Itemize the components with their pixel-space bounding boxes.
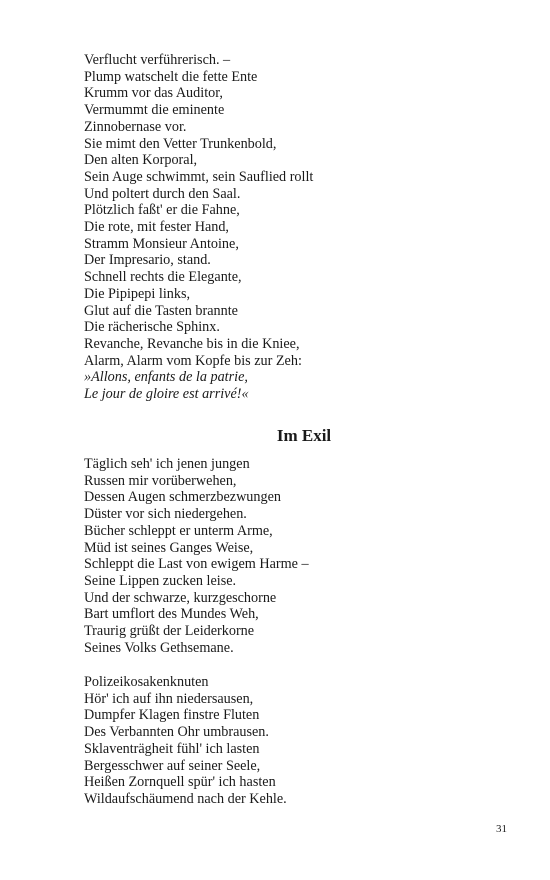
poem-line: Sie mimt den Vetter Trunkenbold, (84, 135, 277, 152)
poem-line: Krumm vor das Auditor, (84, 85, 223, 102)
poem-line-italic: Le jour de gloire est arrivé!« (84, 386, 249, 403)
poem-title: Im Exil (276, 426, 332, 445)
poem-line: Die rächerische Sphinx. (84, 319, 220, 336)
poem-line: Müd ist seines Ganges Weise, (84, 539, 254, 556)
poem-line: Seine Lippen zucken leise. (84, 572, 237, 589)
poem-line: Des Verbannten Ohr umbrausen. (84, 724, 269, 741)
poem-line: Der Impresario, stand. (84, 252, 211, 269)
poem-line: Verflucht verführerisch. – (84, 52, 231, 68)
poem-line: Bergesschwer auf seiner Seele, (84, 757, 261, 774)
poem-line: Und der schwarze, kurzgeschorne (84, 589, 277, 606)
poem-line: Heißen Zornquell spür' ich hasten (84, 774, 276, 791)
poem-line: Den alten Korporal, (84, 152, 198, 169)
poem-line: Seines Volks Gethsemane. (84, 639, 234, 656)
poem-line: Plump watschelt die fette Ente (84, 68, 258, 85)
poem-line: Dessen Augen schmerzbezwungen (84, 489, 281, 506)
poem-line: Revanche, Revanche bis in die Kniee, (84, 335, 300, 352)
poem-line: Alarm, Alarm vom Kopfe bis zur Zeh: (84, 352, 302, 369)
poem-line: Täglich seh' ich jenen jungen (84, 456, 250, 472)
poem-continued (84, 52, 524, 403)
poem-line: Düster vor sich niedergehen. (84, 506, 247, 523)
poem-stanza-2 (84, 674, 524, 808)
page-number: 31 (496, 823, 507, 835)
poem-line: Schleppt die Last von ewigem Harme – (84, 556, 309, 573)
poem-line: Stramm Monsieur Antoine, (84, 235, 239, 252)
poem-line: Polizeikosakenknuten (84, 674, 209, 690)
poem-line: Glut auf die Tasten brannte (84, 302, 238, 319)
poem-line: Sklaventrägheit fühl' ich lasten (84, 740, 260, 757)
poem-line: Und poltert durch den Saal. (84, 185, 241, 202)
poem-line: Hör' ich auf ihn niedersausen, (84, 690, 254, 707)
poem-line: Zinnobernase vor. (84, 118, 187, 135)
poem-line: Die Pipipepi links, (84, 285, 191, 302)
poem-line-italic: »Allons, enfants de la patrie, (84, 369, 248, 386)
poem-line: Vermummt die eminente (84, 102, 225, 119)
poem-line: Russen mir vorüberwehen, (84, 472, 237, 489)
poem-line: Plötzlich faßt' er die Fahne, (84, 202, 240, 219)
poem-line: Schnell rechts die Elegante, (84, 269, 242, 286)
poem-line: Bücher schleppt er unterm Arme, (84, 522, 273, 539)
poem-line: Bart umflort des Mundes Weh, (84, 606, 259, 623)
poem-line: Dumpfer Klagen finstre Fluten (84, 707, 260, 724)
poem-line: Traurig grüßt der Leiderkorne (84, 623, 255, 640)
poem-line: Die rote, mit fester Hand, (84, 219, 229, 236)
poem-stanza-1 (84, 456, 524, 656)
poem-line: Sein Auge schwimmt, sein Sauflied rollt (84, 168, 314, 185)
poem-line: Wildaufschäumend nach der Kehle. (84, 790, 287, 807)
